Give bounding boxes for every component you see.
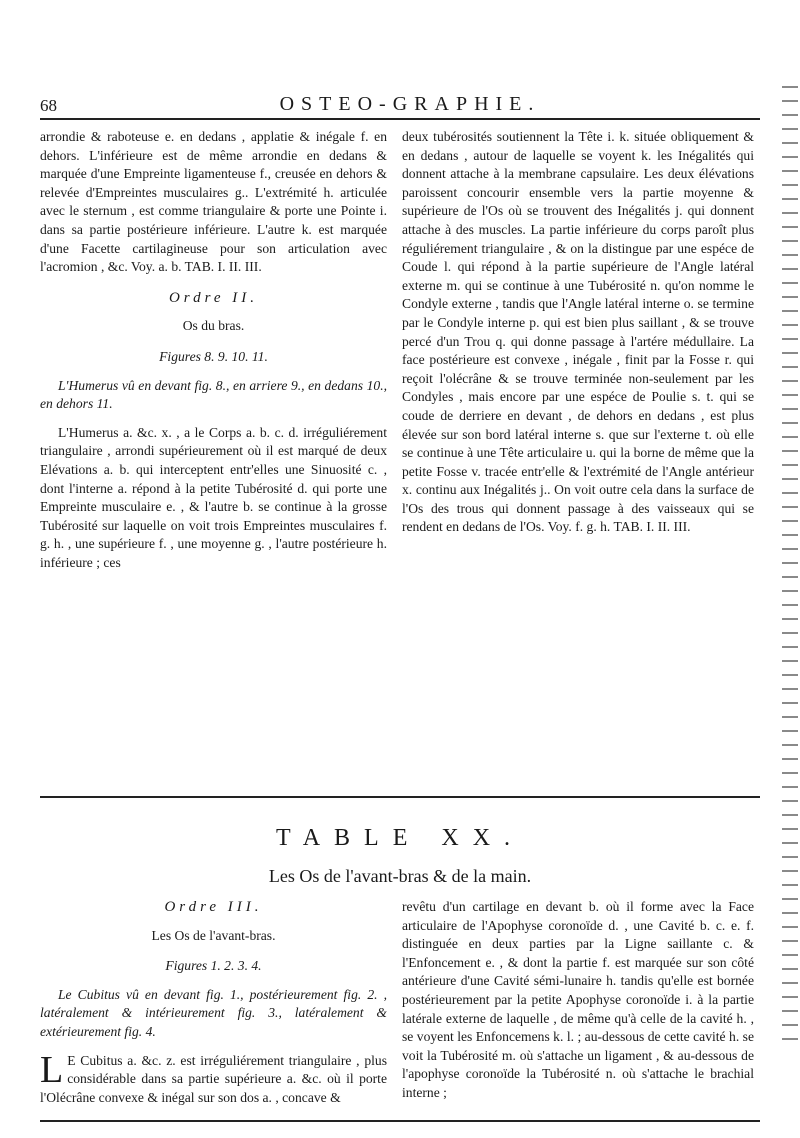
paragraph: deux tubérosités soutiennent la Tête i. k. située obliquement & en dedans , autour de laquelle se voyent k. les Inégalités qui donnent attache à la membrane capsulaire. Les deux élévations paroissent concourir ensemble vers la partie moyenne & supérieure de l'Os où se trouvent des Inégalités j. qui donnent attache à des muscles. La partie inférieure du corps paroît plus réguliérement triangulaire , & on la distingue par une espéce de Coude l. qui répond à la partie supérieure de l'Angle latéral externe m. qui se continue à une Tubérosité n. qu'on nomme le Condyle externe , tandis que l'Angle latéral interne o. se termine par le Condyle interne p. qui est bien plus saillant , & se trouve percé d'un Trou q. qui donne passage à l'artére médullaire. La face postérieure est convexe , inégale , finit par la Fosse r. qui reçoit l'olécrâne & se trouve terminée non-seulement par les Condyles , mais encore par une espéce de Poulie s. t. qui se coude de derriere en devant , de dehors en dedans , est plus élevée sur son bord latéral interne s. que sur l'externe t. où elle se continue à une Tête articulaire u. qui la borne de même que la petite Fosse v. tracée entr'elle & l'extrémité de l'Angle antérieur x. continu aux Inégalités j.. On voit outre cela dans la surface de l'Os des trous qui donnent passage à des vaisseaux qui se rendent en dedans de l'Os. Voy. f. g. h. TAB. I. II. III. bbox=[402, 129, 754, 535]
running-title: OSTEO-GRAPHIE. bbox=[279, 93, 541, 115]
figure-list: Figures 8. 9. 10. 11. bbox=[159, 348, 268, 364]
section-subtitle: Les Os de l'avant-bras. bbox=[151, 927, 276, 943]
bottom-left-column bbox=[40, 898, 387, 1107]
figure-description: L'Humerus vû en devant fig. 8., en arriere 9., en dedans 10., en dehors 11. bbox=[40, 377, 387, 412]
paragraph: L'Humerus a. &c. x. , a le Corps a. b. c. d. irréguliérement triangulaire , arrondi supérieurement où il est marqué de deux Elévations a. b. qui interceptent entr'elles une Sinuosité c. , dont l'interne a. répond à la petite Tubérosité d. qui porte une Empreinte musculaire e. , & l'autre b. se continue à la grosse Tubérosité sur laquelle on voit trois Empreintes musculaires f. g. h. , une supérieure f. , une moyenne g. , l'autre postérieure h. inférieure ; ces bbox=[40, 424, 387, 570]
drop-cap: L bbox=[40, 1048, 64, 1091]
table-title: TABLE XX. bbox=[275, 825, 525, 851]
top-left-column bbox=[40, 128, 387, 572]
page-number: 68 bbox=[40, 96, 57, 115]
paragraph-text: E Cubitus a. &c. z. est irréguliérement triangulaire , plus considérable dans sa partie supérieure a. &c. où il porte l'Olécrâne convexe & inégal sur son dos a. , concave & bbox=[40, 1052, 387, 1105]
figure-description: Le Cubitus vû en devant fig. 1., postérieurement fig. 2. , latéralement & intérieurement fig. 3., latéralement & extérieurement fig. 4. bbox=[40, 986, 387, 1039]
paragraph: arrondie & raboteuse e. en dedans , applatie & inégale f. en dehors. L'inférieure est de même arrondie en dedans & marquée d'une Empreinte ligamenteuse f., creusée en dehors & relevée d'Empreintes musculaires g.. L'extrémité h. articulée avec le sternum , est comme triangulaire & porte une Pointe i. dans sa partie postérieure inférieure. L'autre k. est marquée d'une Facette cartilagineuse pour son articulation avec l'acromion , &c. Voy. a. b. TAB. I. II. III. bbox=[40, 129, 387, 275]
top-right-column bbox=[402, 128, 754, 537]
section-heading: Ordre III. bbox=[164, 899, 263, 915]
paragraph: revêtu d'un cartilage en devant b. où il forme avec la Face articulaire de l'Apophyse coronoïde d. , une Cavité b. c. e. f. distinguée en deux parties par la Ligne saillante c. & l'Enfoncement e. , & dont la partie f. est marquée sur son côté antérieure d'une Cavité sémi-lunaire h. tandis qu'elle est bornée postérieurement par la petite Apophyse coronoïde i. à la partie latérale externe de laquelle , de même qu'à celle de la cavité h. , se voyent les Enfoncemens k. l. ; au-dessous de cette cavité h. se voit la Tubérosité m. où s'attache un ligament , & au-dessous de l'apophyse coronoïde la Tubérosité n. où s'attache le brachial interne ; bbox=[402, 899, 754, 1100]
figure-list: Figures 1. 2. 3. 4. bbox=[165, 958, 262, 974]
running-header bbox=[40, 93, 760, 117]
bottom-right-column bbox=[402, 898, 754, 1103]
page-edge-shadow bbox=[782, 80, 798, 1040]
paragraph bbox=[40, 1048, 387, 1108]
table-subtitle: Les Os de l'avant-bras & de la main. bbox=[268, 866, 532, 886]
section-heading: Ordre II. bbox=[168, 289, 259, 306]
section-rule bbox=[40, 796, 760, 798]
section-subtitle: Os du bras. bbox=[182, 318, 245, 334]
header-rule bbox=[40, 118, 760, 120]
footer-rule bbox=[40, 1120, 760, 1122]
